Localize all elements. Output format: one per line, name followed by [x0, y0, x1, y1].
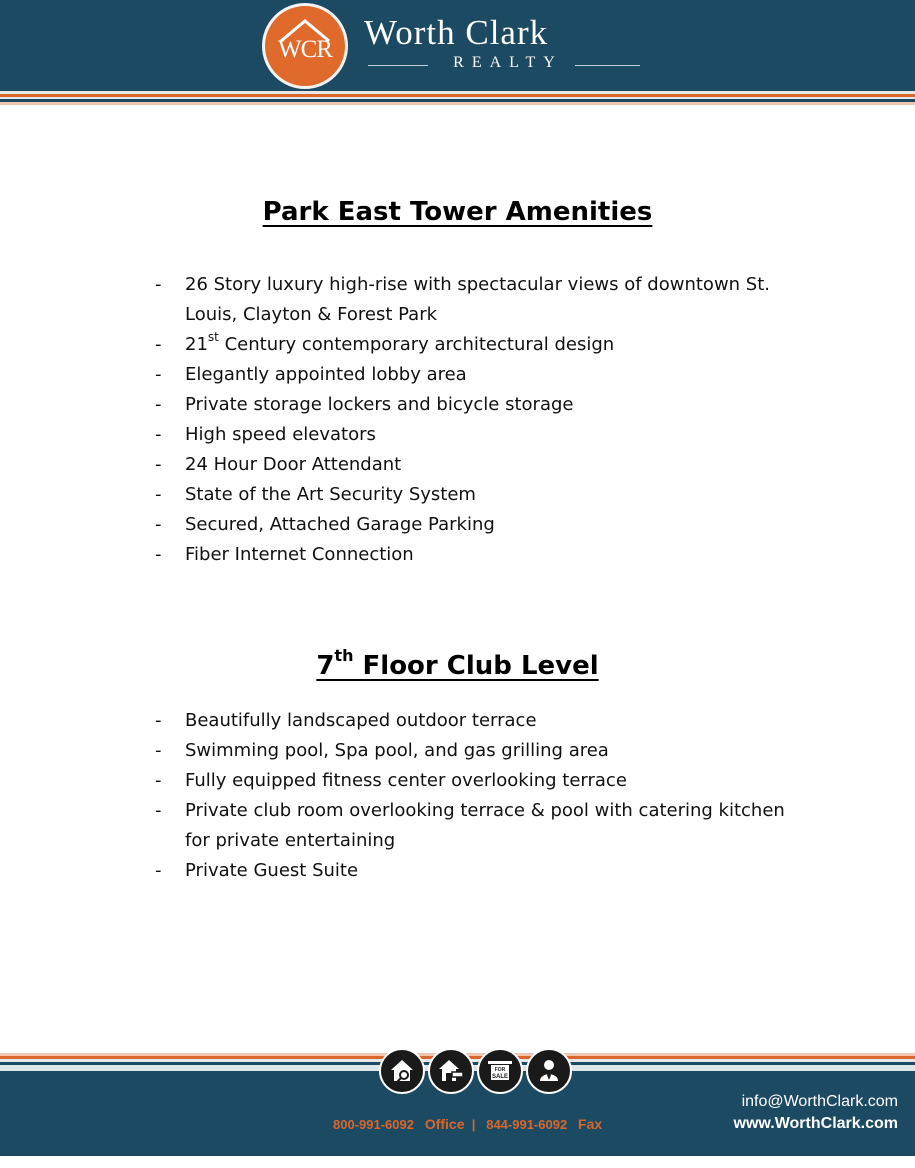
office-phone[interactable]: 800-991-6092 [333, 1117, 414, 1132]
title-number: 7 [316, 650, 335, 681]
brand-subtitle: REALTY [453, 54, 563, 71]
bullet: - [155, 770, 162, 791]
for-sale-bottom-text: SALE [491, 1074, 509, 1080]
section-title-amenities [0, 197, 915, 227]
club-level-list [155, 706, 815, 886]
header-bar [0, 0, 915, 91]
list-item [155, 390, 815, 420]
list-item [155, 450, 815, 480]
list-item-text: Fully equipped fitness center overlooking terrace [185, 770, 627, 791]
title-rest: Floor Club Level [353, 650, 599, 681]
fax-phone[interactable]: 844-991-6092 [486, 1117, 568, 1132]
list-item [155, 360, 815, 390]
list-item [155, 766, 815, 796]
bullet: - [155, 484, 162, 505]
list-item [155, 540, 815, 570]
bullet: - [155, 424, 162, 445]
list-item-text: Elegantly appointed lobby area [185, 364, 467, 385]
email-link[interactable]: info@WorthClark.com [741, 1093, 898, 1110]
list-item-text: 26 Story luxury high-rise with spectacular views of downtown St. Louis, Clayton & Forest Park [185, 274, 770, 325]
separator: | [471, 1117, 476, 1132]
bullet: - [155, 740, 162, 761]
list-item-text: Century contemporary architectural design [218, 334, 615, 355]
bullet: - [155, 454, 162, 475]
website-link[interactable]: www.WorthClark.com [733, 1115, 898, 1132]
list-item-text: State of the Art Security System [185, 484, 476, 505]
section-title-club-level [0, 646, 915, 681]
list-item-text: Swimming pool, Spa pool, and gas grilling area [185, 740, 609, 761]
header-stripes [0, 91, 915, 105]
list-item [155, 480, 815, 510]
superscript: th [334, 646, 354, 665]
list-item [155, 796, 815, 856]
bullet: - [155, 710, 162, 731]
bullet: - [155, 514, 162, 535]
footer-icon-row [379, 1048, 575, 1098]
list-item-text: Secured, Attached Garage Parking [185, 514, 495, 535]
list-item [155, 330, 815, 360]
wcr-logo [262, 3, 348, 89]
for-sale-sign-icon [477, 1048, 523, 1094]
agent-icon [526, 1048, 572, 1094]
list-item [155, 856, 815, 886]
list-item-text: Private club room overlooking terrace & pool with catering kitchen for private entertaining [185, 800, 785, 851]
brand-subtitle-row [368, 54, 640, 76]
bullet: - [155, 800, 162, 821]
footer-phones [333, 1116, 602, 1132]
list-item-text: 24 Hour Door Attendant [185, 454, 402, 475]
list-item-text: Fiber Internet Connection [185, 544, 414, 565]
house-key-icon [428, 1048, 474, 1094]
brand-name [364, 13, 649, 53]
list-item-text: Private storage lockers and bicycle storage [185, 394, 574, 415]
brand-name-text: Worth Clark [364, 13, 549, 52]
bullet: - [155, 544, 162, 565]
superscript: st [207, 330, 219, 344]
list-item-text: 21 [185, 334, 208, 355]
list-item [155, 420, 815, 450]
list-item [155, 736, 815, 766]
list-item [155, 270, 815, 330]
list-item-text: Private Guest Suite [185, 860, 359, 881]
list-item-text: Beautifully landscaped outdoor terrace [185, 710, 537, 731]
bullet: - [155, 394, 162, 415]
list-item-text: High speed elevators [185, 424, 376, 445]
amenities-list [155, 270, 815, 570]
list-item [155, 706, 815, 736]
section-title-text: Park East Tower Amenities [262, 197, 653, 227]
house-search-icon [379, 1048, 425, 1094]
bullet: - [155, 860, 162, 881]
bullet: - [155, 274, 162, 295]
section-title-text [316, 646, 599, 681]
bullet: - [155, 334, 162, 355]
fax-label: Fax [578, 1116, 603, 1132]
logo-letters: WCR [278, 36, 332, 63]
for-sale-top-text: FOR [494, 1067, 506, 1073]
list-item [155, 510, 815, 540]
bullet: - [155, 364, 162, 385]
office-label: Office [424, 1116, 465, 1132]
